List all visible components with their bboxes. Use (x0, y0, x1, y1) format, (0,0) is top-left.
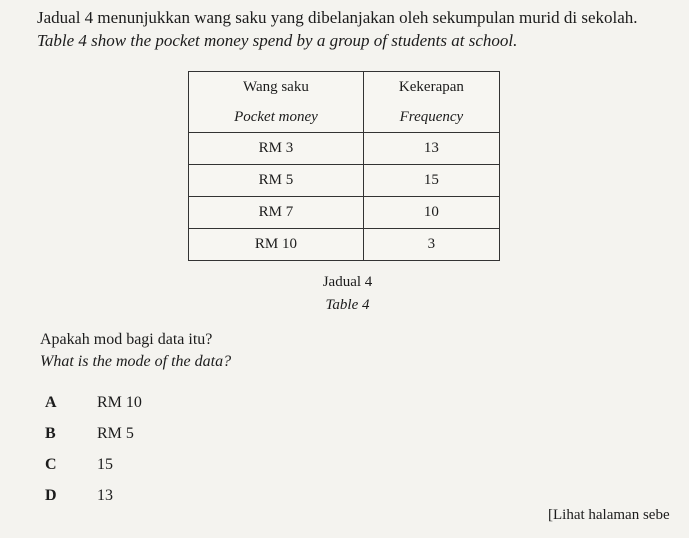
option-letter: A (45, 394, 57, 411)
option-text: RM 5 (97, 425, 134, 442)
table-row (189, 133, 500, 165)
money-cell: RM 10 (189, 229, 364, 261)
caption-malay-text: Jadual 4 (322, 274, 373, 290)
table-caption-english (0, 297, 689, 314)
option-text: RM 10 (97, 394, 142, 411)
frequency-cell: 10 (363, 197, 499, 229)
table-caption-malay (0, 274, 689, 291)
option-c[interactable] (45, 456, 113, 474)
money-cell: RM 7 (189, 197, 364, 229)
option-letter: D (45, 487, 57, 504)
page-footer-note: [Lihat halaman sebe (548, 507, 670, 523)
intro-english: Table 4 show the pocket money spend by a group of students at school. (37, 31, 518, 50)
money-cell: RM 5 (189, 165, 364, 197)
question-english: What is the mode of the data? (40, 353, 232, 370)
option-letter: C (45, 456, 57, 473)
header-pocket-money-malay: Wang saku (189, 72, 364, 103)
intro-malay: Jadual 4 menunjukkan wang saku yang dibelanjakan oleh sekumpulan murid di sekolah. (37, 8, 638, 27)
table-row (189, 229, 500, 261)
table-row (189, 165, 500, 197)
frequency-table (188, 71, 500, 261)
caption-english-text: Table 4 (325, 297, 370, 313)
frequency-cell: 3 (363, 229, 499, 261)
option-b[interactable] (45, 425, 134, 443)
option-d[interactable] (45, 487, 113, 505)
header-pocket-money-english: Pocket money (189, 102, 364, 133)
option-a[interactable] (45, 394, 142, 412)
money-cell: RM 3 (189, 133, 364, 165)
frequency-cell: 15 (363, 165, 499, 197)
option-text: 15 (97, 456, 113, 473)
header-frequency-malay: Kekerapan (363, 72, 499, 103)
table-row (189, 197, 500, 229)
option-letter: B (45, 425, 56, 442)
frequency-cell: 13 (363, 133, 499, 165)
option-text: 13 (97, 487, 113, 504)
header-frequency-english: Frequency (363, 102, 499, 133)
table-header-row-malay (189, 72, 500, 103)
table-header-row-english (189, 102, 500, 133)
question-malay: Apakah mod bagi data itu? (40, 331, 213, 348)
